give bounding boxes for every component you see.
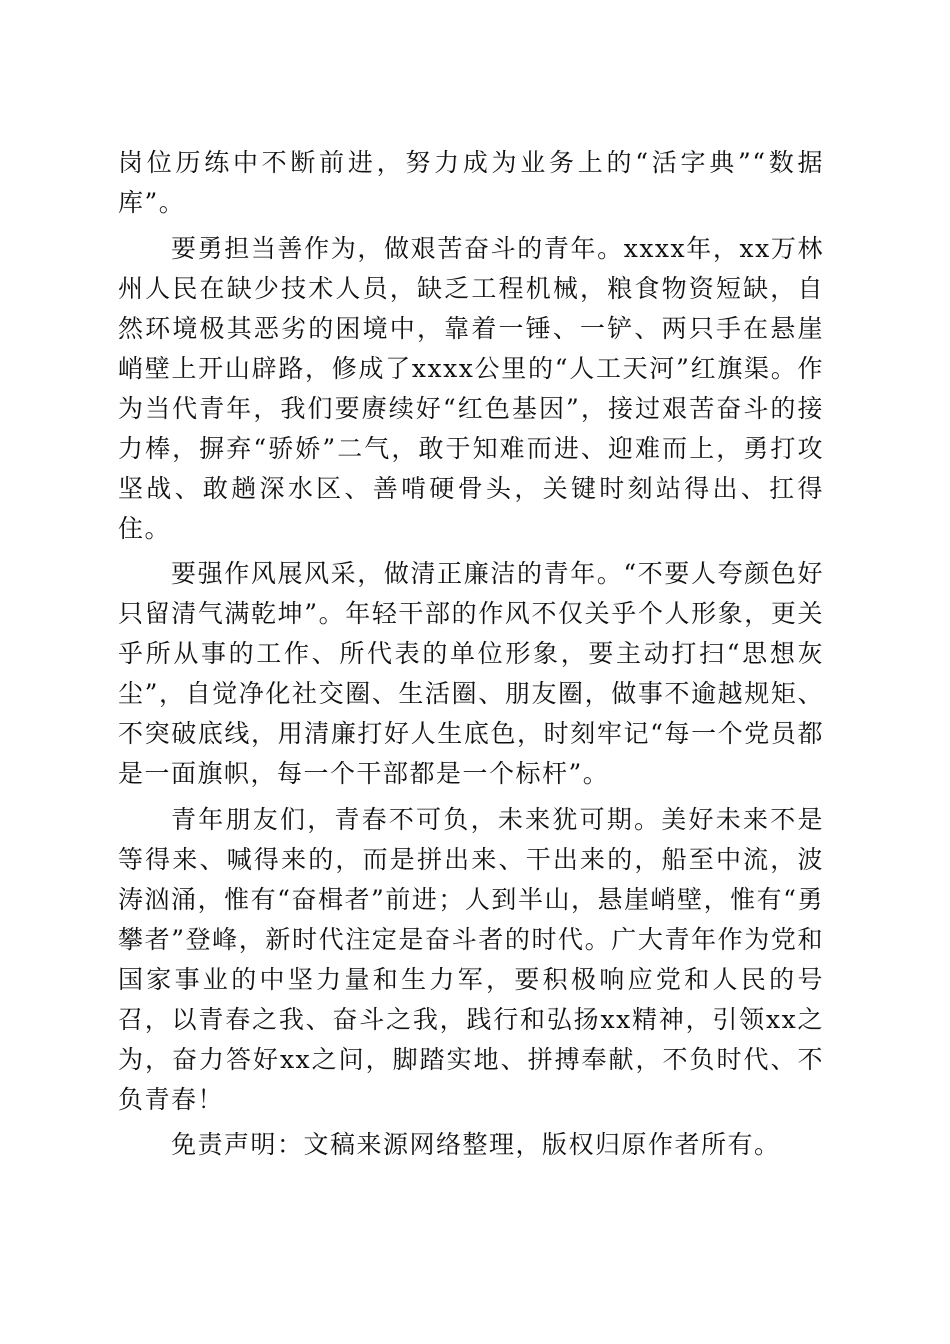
paragraph-integrity: 要强作风展风采，做清正廉洁的青年。“不要人夸颜色好只留清气满乾坤”。年轻干部的作风不仅关乎个人形象，更关乎所从事的工作、所代表的单位形象，要主动打扫“思想灰尘”，自觉净化社交圈、生活圈、朋友圈，做事不逾越规矩、不突破底线，用清廉打好人生底色，时刻牢记“每一个党员都是一面旗帜，每一个干部都是一个标杆”。 [118, 559, 824, 788]
paragraph-youth-call: 青年朋友们，青春不可负，未来犹可期。美好未来不是等得来、喊得来的，而是拼出来、干出来的，船至中流，波涛汹涌，惟有“奋楫者”前进；人到半山，悬崖峭壁，惟有“勇攀者”登峰，新时代注定是奋斗者的时代。广大青年作为党和国家事业的中坚力量和生力军，要积极响应党和人民的号召，以青春之我、奋斗之我，践行和弘扬xx精神，引领xx之为，奋力答好xx之问，脚踏实地、拼搏奉献，不负时代、不负青春！ [118, 804, 824, 1114]
paragraph-hard-work: 要勇担当善作为，做艰苦奋斗的青年。xxxx年，xx万林州人民在缺少技术人员，缺乏工程机械，粮食物资短缺，自然环境极其恶劣的困境中，靠着一锤、一铲、两只手在悬崖峭壁上开山辟路，修成了xxxx公里的“人工天河”红旗渠。作为当代青年，我们要赓续好“红色基因”，接过艰苦奋斗的接力棒，摒弃“骄娇”二气，敢于知难而进、迎难而上，勇打攻坚战、敢趟深水区、善啃硬骨头，关键时刻站得出、扛得住。 [118, 233, 824, 543]
document-body [118, 143, 824, 1171]
disclaimer: 免责声明：文稿来源网络整理，版权归原作者所有。 [171, 1130, 781, 1159]
paragraph-continuation: 岗位历练中不断前进，努力成为业务上的“活字典”“数据库”。 [118, 148, 824, 217]
